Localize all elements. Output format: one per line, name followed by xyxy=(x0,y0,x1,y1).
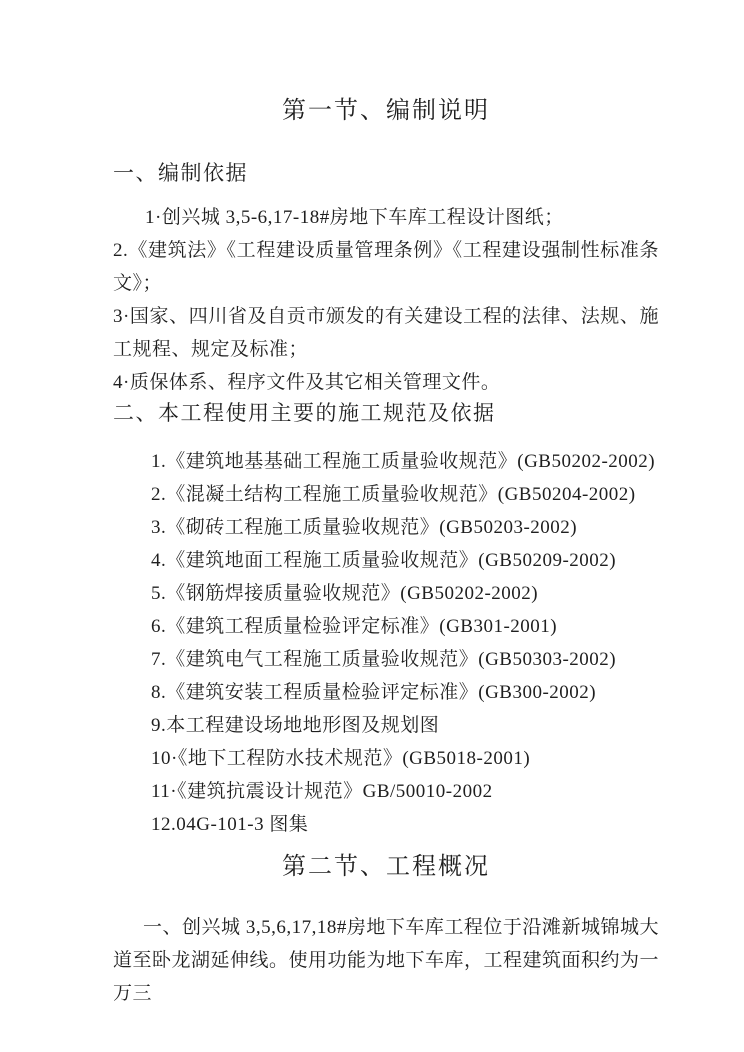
standard-item-9: 9.本工程建设场地地形图及规划图 xyxy=(151,715,440,736)
section1-heading-standards: 二、本工程使用主要的施工规范及依据 xyxy=(113,401,496,425)
standard-item-8: 8.《建筑安装工程质量检验评定标准》(GB300-2002) xyxy=(151,682,597,703)
basis-item-3: 3·国家、四川省及自贡市颁发的有关建设工程的法律、法规、施工规程、规定及标准； xyxy=(113,306,659,360)
standard-item-4: 4.《建筑地面工程施工质量验收规范》(GB50209-2002) xyxy=(151,550,617,571)
standard-item-12: 12.04G-101-3 图集 xyxy=(151,814,309,835)
standard-item-1: 1.《建筑地基基础工程施工质量验收规范》(GB50202-2002) xyxy=(151,451,656,472)
standard-item-5: 5.《钢筋焊接质量验收规范》(GB50202-2002) xyxy=(151,583,539,604)
standard-item-2: 2.《混凝土结构工程施工质量验收规范》(GB50204-2002) xyxy=(151,484,636,505)
section2-paragraph: 一、创兴城 3,5,6,17,18#房地下车库工程位于沿滩新城锦城大道至卧龙湖延伸线。使用功能为地下车库，工程建筑面积约为一万三 xyxy=(113,917,660,1004)
standard-item-6: 6.《建筑工程质量检验评定标准》(GB301-2001) xyxy=(151,616,558,637)
section1-title: 第一节、编制说明 xyxy=(282,98,490,124)
section1-heading-basis: 一、编制依据 xyxy=(113,161,248,185)
basis-item-2: 2.《建筑法》《工程建设质量管理条例》《工程建设强制性标准条文》； xyxy=(113,240,659,294)
basis-item-4: 4·质保体系、程序文件及其它相关管理文件。 xyxy=(113,372,501,393)
standard-item-11: 11·《建筑抗震设计规范》GB/50010-2002 xyxy=(151,781,493,802)
standard-item-7: 7.《建筑电气工程施工质量验收规范》(GB50303-2002) xyxy=(151,649,617,670)
standard-item-10: 10·《地下工程防水技术规范》(GB5018-2001) xyxy=(151,748,531,769)
section2-title: 第二节、工程概况 xyxy=(282,854,490,880)
basis-item-1: 1·创兴城 3,5-6,17-18#房地下车库工程设计图纸； xyxy=(145,207,564,228)
standard-item-3: 3.《砌砖工程施工质量验收规范》(GB50203-2002) xyxy=(151,517,578,538)
